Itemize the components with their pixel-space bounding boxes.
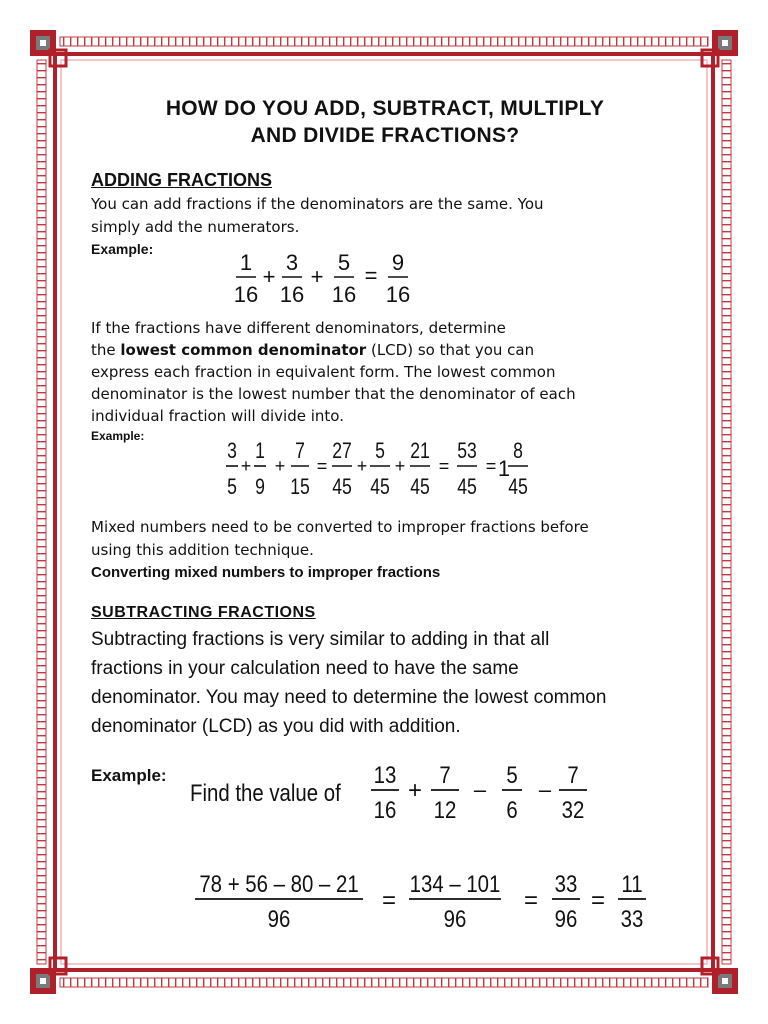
fraction-numerator: 3 <box>285 250 299 275</box>
fraction-denominator: 16 <box>331 282 357 307</box>
fraction-denominator: 96 <box>443 905 467 933</box>
fraction-numerator: 8 <box>513 439 523 464</box>
fraction <box>332 439 352 499</box>
lcd-line1: If the fractions have different denominators, determine <box>91 319 506 337</box>
fraction <box>332 250 356 307</box>
mixed-line2: using this addition technique. <box>91 541 314 559</box>
fraction <box>290 439 310 499</box>
subtracting-line1: Subtracting fractions is very similar to adding in that all <box>91 629 550 650</box>
fraction-denominator: 45 <box>410 475 430 500</box>
fraction-numerator: 21 <box>410 439 430 464</box>
fraction <box>195 870 363 932</box>
lcd-line2 <box>91 339 534 361</box>
subtracting-line3: denominator. You may need to determine the lowest common <box>91 687 607 708</box>
fraction-denominator: 32 <box>561 796 585 824</box>
plus-operator: + <box>310 264 324 289</box>
fraction-numerator: 13 <box>373 761 397 789</box>
fraction <box>559 761 587 823</box>
fraction <box>410 439 430 499</box>
fraction <box>280 250 304 307</box>
example-label-3: Example: <box>91 766 167 785</box>
plus-operator: + <box>240 456 252 476</box>
plus-operator: + <box>262 264 276 289</box>
equals-operator: = <box>316 456 328 476</box>
fraction-numerator: 27 <box>332 439 352 464</box>
fraction-denominator: 45 <box>332 475 352 500</box>
converting-link-text: Converting mixed numbers to improper fractions <box>91 564 441 581</box>
minus-operator: – <box>538 777 552 802</box>
equals-operator: = <box>590 887 606 914</box>
subtraction-solution <box>186 866 656 936</box>
mixed-line1: Mixed numbers need to be converted to improper fractions before <box>91 518 589 536</box>
fraction <box>234 250 258 307</box>
minus-operator: – <box>473 777 487 802</box>
fraction-denominator: 45 <box>370 475 390 500</box>
fraction-numerator: 78 + 56 – 80 – 21 <box>199 870 359 898</box>
fraction-denominator: 16 <box>233 282 259 307</box>
fraction-denominator: 45 <box>508 475 528 500</box>
fraction-denominator: 9 <box>255 475 265 500</box>
fraction-denominator: 12 <box>433 796 457 824</box>
fraction-denominator: 96 <box>554 905 578 933</box>
fraction <box>508 439 528 499</box>
mixed-whole-number: 1 <box>497 456 511 481</box>
fraction <box>254 439 266 499</box>
fraction-numerator: 5 <box>337 250 351 275</box>
equals-operator: = <box>485 456 497 476</box>
example-label-2: Example: <box>91 429 145 443</box>
fraction-denominator: 33 <box>620 905 644 933</box>
fraction <box>457 439 477 499</box>
lcd-line4: denominator is the lowest number that the denominator of each <box>91 385 576 403</box>
adding-heading: ADDING FRACTIONS <box>91 170 272 190</box>
fraction-denominator: 45 <box>457 475 477 500</box>
page-title <box>80 95 690 149</box>
subtraction-problem <box>186 757 656 827</box>
fraction <box>226 439 238 499</box>
fraction-numerator: 1 <box>255 439 265 464</box>
plus-operator: + <box>356 456 368 476</box>
adding-intro-line2: simply add the numerators. <box>91 218 300 236</box>
fraction-numerator: 134 – 101 <box>409 870 501 898</box>
page-title-line2: AND DIVIDE FRACTIONS? <box>250 124 520 147</box>
fraction-numerator: 7 <box>295 439 305 464</box>
plus-operator: + <box>407 777 423 804</box>
fraction-denominator: 16 <box>279 282 305 307</box>
fraction-numerator: 11 <box>621 870 643 898</box>
equals-operator: = <box>523 887 539 914</box>
find-the-value-text: Find the value of <box>190 779 341 807</box>
plus-operator: + <box>274 456 286 476</box>
equals-operator: = <box>364 263 378 288</box>
fraction <box>431 761 459 823</box>
fraction <box>552 870 580 932</box>
fraction-denominator: 96 <box>267 905 291 933</box>
example-label-1: Example: <box>91 241 154 257</box>
fraction-numerator: 9 <box>391 250 405 275</box>
fraction <box>618 870 646 932</box>
fraction <box>409 870 501 932</box>
subtracting-line4: denominator (LCD) as you did with addition. <box>91 716 461 737</box>
fraction <box>386 250 410 307</box>
fraction-denominator: 6 <box>506 796 518 824</box>
subtracting-line2: fractions in your calculation need to have the same <box>91 658 519 679</box>
fraction-numerator: 7 <box>567 761 579 789</box>
fraction-numerator: 33 <box>554 870 578 898</box>
fraction-numerator: 5 <box>375 439 385 464</box>
plus-operator: + <box>394 456 406 476</box>
fraction-denominator: 15 <box>290 475 310 500</box>
fraction-denominator: 16 <box>385 282 411 307</box>
subtracting-heading: SUBTRACTING FRACTIONS <box>91 604 316 621</box>
adding-intro-line1: You can add fractions if the denominators are the same. You <box>91 195 544 213</box>
equals-operator: = <box>438 456 450 476</box>
lcd-line5: individual fraction will divide into. <box>91 407 344 425</box>
fraction-denominator: 16 <box>373 796 397 824</box>
fraction-numerator: 7 <box>439 761 451 789</box>
fraction <box>371 761 399 823</box>
fraction-numerator: 5 <box>506 761 518 789</box>
lcd-bold-term: lowest common denominator <box>120 341 367 359</box>
lcd-line2-pre: the <box>91 341 121 359</box>
fraction <box>502 761 522 823</box>
fraction-numerator: 3 <box>227 439 237 464</box>
page-title-line1: HOW DO YOU ADD, SUBTRACT, MULTIPLY <box>165 97 605 120</box>
fraction-numerator: 1 <box>239 250 253 275</box>
fraction <box>370 439 390 499</box>
lcd-line3: express each fraction in equivalent form. The lowest common <box>91 363 556 381</box>
fraction-numerator: 53 <box>457 439 477 464</box>
example2-equation <box>222 432 532 502</box>
equals-operator: = <box>381 887 397 914</box>
example1-equation <box>228 246 428 308</box>
fraction-denominator: 5 <box>227 475 237 500</box>
lcd-line2-post: (LCD) so that you can <box>366 341 535 359</box>
